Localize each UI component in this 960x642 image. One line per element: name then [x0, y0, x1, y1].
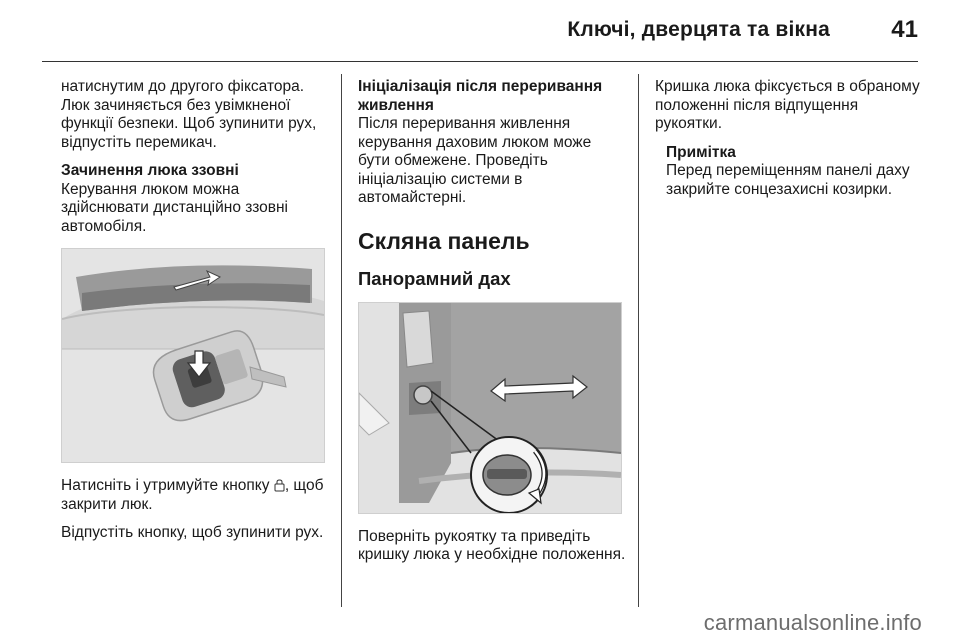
- page-number: 41: [891, 16, 918, 43]
- note-block: [655, 144, 925, 200]
- note-label: Примітка: [666, 143, 736, 161]
- page-header: [0, 0, 960, 62]
- paragraph: Після переривання живлення керування даховим люком може бути обмежене. Проведіть ініціалізацію системи в автомайстерні.: [358, 115, 592, 206]
- subheading-close-outside: Зачинення люка ззовні: [61, 162, 239, 179]
- column-divider-1: [341, 74, 342, 607]
- paragraph: Відпустіть кнопку, щоб зупинити рух.: [61, 524, 324, 541]
- paragraph: Кришка люка фіксується в обраному положенні після відпущення рукоятки.: [655, 78, 920, 132]
- figure-sunroof-remote: [61, 248, 325, 463]
- section-heading: Скляна панель: [358, 227, 530, 254]
- sunroof-remote-illustration: [62, 249, 324, 462]
- paragraph: Поверніть рукоятку та приведіть кришку люка у необхідне положення.: [358, 527, 626, 563]
- column-3: [655, 78, 925, 209]
- figure-panoramic-roof: [358, 302, 622, 514]
- paragraph: натиснутим до другого фіксатора. Люк зачиняється без увімкненої функції безпеки. Щоб зупинити рух, відпустіть перемикач.: [61, 78, 317, 151]
- column-divider-2: [638, 74, 639, 607]
- watermark: carmanualsonline.info: [703, 610, 922, 635]
- subsection-heading: Панорамний дах: [358, 267, 511, 289]
- header-divider: [42, 61, 918, 62]
- header-title: Ключі, дверцята та вікна: [567, 18, 830, 41]
- note-text: Перед переміщенням панелі даху закрийте сонцезахисні козирки.: [666, 162, 910, 198]
- paragraph: Керування люком можна здійснювати дистанційно ззовні автомобіля.: [61, 180, 288, 235]
- column-1: [61, 78, 329, 553]
- subheading-initialization: Ініціалізація після переривання живлення: [358, 78, 603, 114]
- column-2: [358, 78, 626, 575]
- lock-button-icon: [274, 479, 285, 492]
- paragraph-press-lock: Натисніть і утримуйте кнопку , щоб закрити люк.: [61, 477, 324, 513]
- panoramic-roof-illustration: [359, 303, 621, 513]
